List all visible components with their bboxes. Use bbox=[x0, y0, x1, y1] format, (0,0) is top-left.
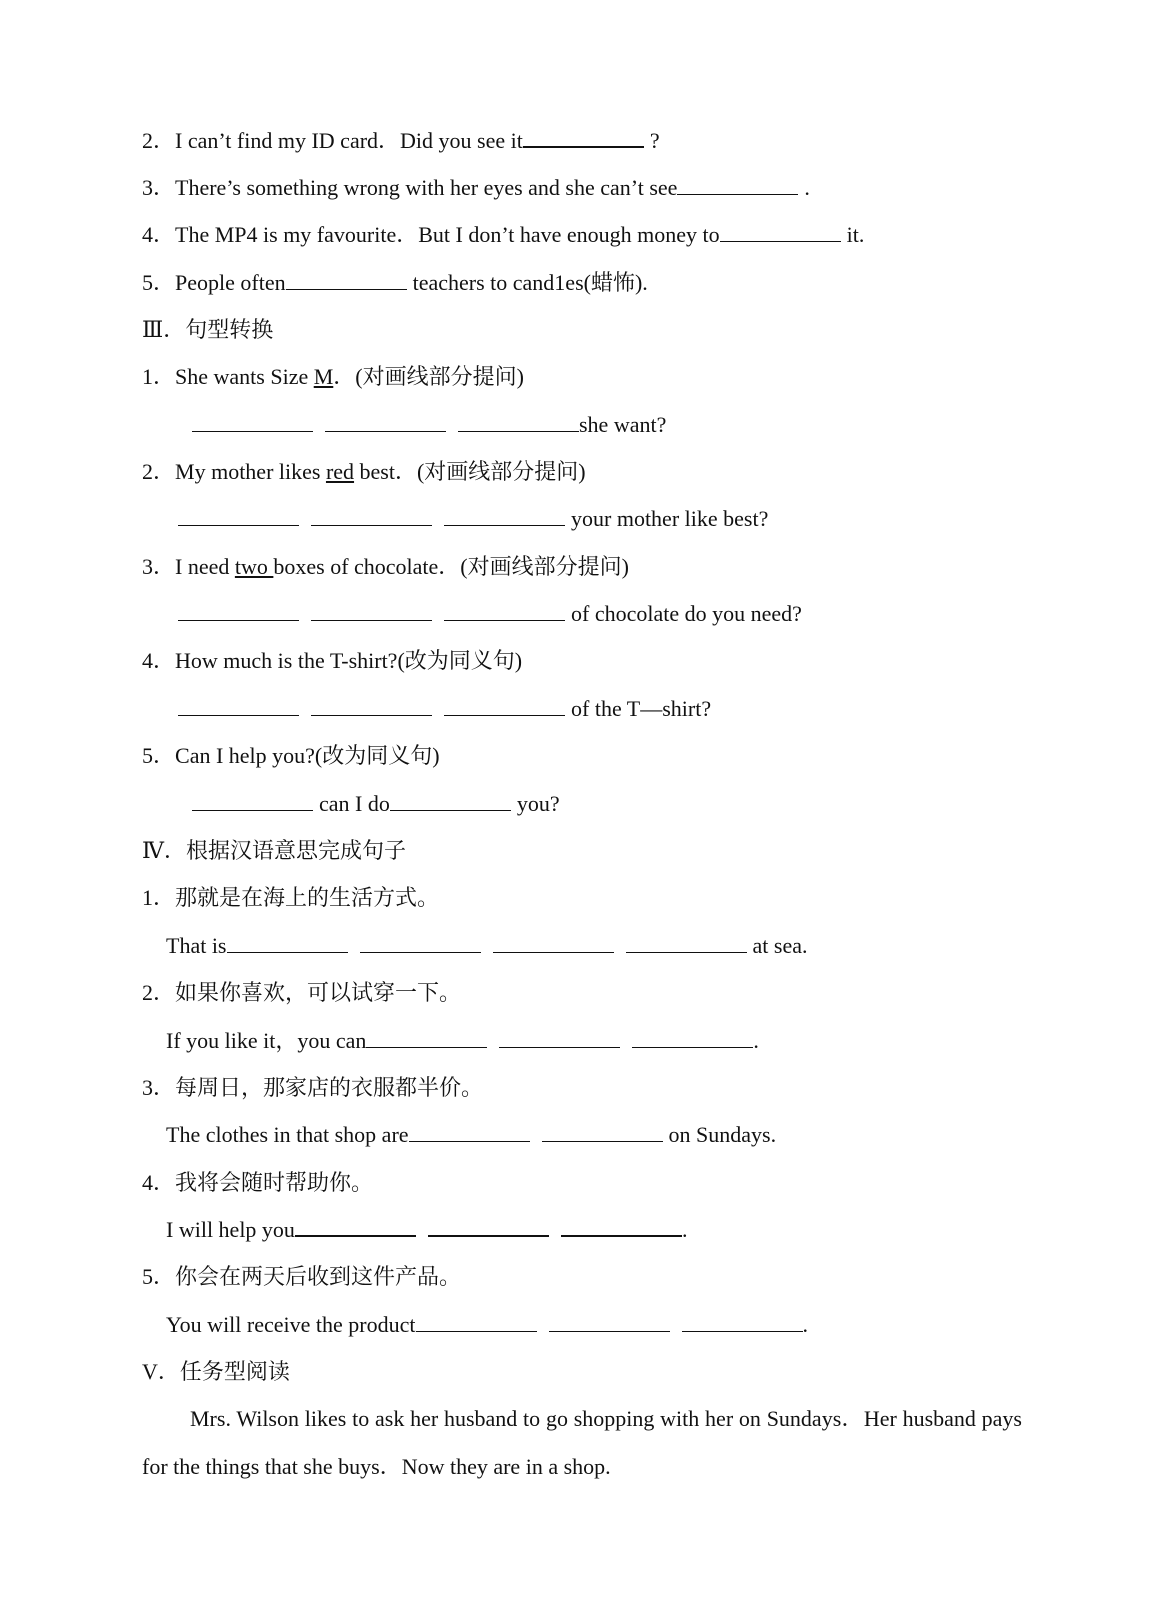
answer-blank[interactable] bbox=[311, 600, 432, 621]
s2-item-5: 5．People often teachers to cand1es(蜡怖). bbox=[142, 270, 648, 295]
answer-blank[interactable] bbox=[428, 1215, 549, 1237]
underlined-part: two bbox=[234, 554, 274, 579]
answer-blank[interactable] bbox=[444, 695, 565, 716]
answer-blank[interactable] bbox=[192, 411, 313, 432]
answer-blank[interactable] bbox=[416, 1311, 537, 1332]
answer-blank[interactable] bbox=[295, 1215, 416, 1237]
answer-blank[interactable] bbox=[409, 1121, 530, 1142]
s3-item-3: 3．I need two boxes of chocolate．(对画线部分提问) bbox=[142, 554, 629, 579]
section-heading-3: Ⅲ．句型转换 bbox=[142, 317, 274, 342]
answer-blank[interactable] bbox=[178, 600, 299, 621]
s4-answer-1: That is at sea. bbox=[166, 933, 808, 958]
s3-answer-4: of the T—shirt? bbox=[178, 694, 711, 724]
answer-blank[interactable] bbox=[493, 932, 614, 953]
s4-answer-5: You will receive the product . bbox=[166, 1312, 808, 1337]
answer-blank[interactable] bbox=[360, 932, 481, 953]
reading-passage: Mrs. Wilson likes to ask her husband to go shopping with her on Sundays．Her husband pays for the things that she buys．Now they are in a shop. bbox=[142, 1406, 1022, 1479]
answer-blank[interactable] bbox=[626, 932, 747, 953]
answer-blank[interactable] bbox=[458, 411, 579, 432]
s2-item-4: 4．The MP4 is my favourite．But I don’t have enough money to it. bbox=[142, 222, 865, 247]
s3-item-4: 4．How much is the T-shirt?(改为同义句) bbox=[142, 648, 523, 673]
s4-item-2: 2．如果你喜欢，可以试穿一下。 bbox=[142, 980, 462, 1005]
s4-item-3: 3．每周日，那家店的衣服都半价。 bbox=[142, 1075, 484, 1100]
answer-blank[interactable] bbox=[192, 790, 313, 811]
answer-blank[interactable] bbox=[444, 600, 565, 621]
s3-item-2: 2．My mother likes red best．(对画线部分提问) bbox=[142, 459, 586, 484]
answer-blank[interactable] bbox=[311, 505, 432, 526]
underlined-part: M bbox=[313, 364, 334, 389]
answer-blank[interactable] bbox=[549, 1311, 670, 1332]
s4-item-4: 4．我将会随时帮助你。 bbox=[142, 1170, 374, 1195]
s3-answer-3: of chocolate do you need? bbox=[178, 599, 802, 629]
underlined-part: red bbox=[325, 459, 355, 484]
answer-blank[interactable] bbox=[286, 269, 407, 290]
answer-blank[interactable] bbox=[677, 174, 798, 195]
section-heading-4: Ⅳ．根据汉语意思完成句子 bbox=[142, 838, 406, 863]
answer-blank[interactable] bbox=[444, 505, 565, 526]
s4-item-1: 1．那就是在海上的生活方式。 bbox=[142, 885, 440, 910]
s4-answer-4: I will help you . bbox=[166, 1217, 688, 1242]
answer-blank[interactable] bbox=[561, 1215, 682, 1237]
s3-answer-1: she want? bbox=[192, 410, 666, 440]
s4-answer-2: If you like it，you can . bbox=[166, 1028, 759, 1053]
s2-item-2: 2．I can’t find my ID card．Did you see it ? bbox=[142, 128, 660, 153]
answer-blank[interactable] bbox=[632, 1027, 753, 1048]
answer-blank[interactable] bbox=[682, 1311, 803, 1332]
s3-answer-2: your mother like best? bbox=[178, 504, 768, 534]
s3-item-1: 1．She wants Size M．(对画线部分提问) bbox=[142, 364, 524, 389]
s3-answer-5: can I do you? bbox=[192, 789, 560, 819]
answer-blank[interactable] bbox=[366, 1027, 487, 1048]
s3-item-5: 5．Can I help you?(改为同义句) bbox=[142, 743, 440, 768]
s4-item-5: 5．你会在两天后收到这件产品。 bbox=[142, 1264, 462, 1289]
answer-blank[interactable] bbox=[178, 505, 299, 526]
answer-blank[interactable] bbox=[542, 1121, 663, 1142]
answer-blank[interactable] bbox=[720, 221, 841, 242]
s4-answer-3: The clothes in that shop are on Sundays. bbox=[166, 1122, 777, 1147]
answer-blank[interactable] bbox=[523, 126, 644, 148]
answer-blank[interactable] bbox=[390, 790, 511, 811]
answer-blank[interactable] bbox=[227, 932, 348, 953]
answer-blank[interactable] bbox=[311, 695, 432, 716]
answer-blank[interactable] bbox=[178, 695, 299, 716]
answer-blank[interactable] bbox=[499, 1027, 620, 1048]
s2-item-3: 3．There’s something wrong with her eyes and she can’t see . bbox=[142, 175, 810, 200]
section-heading-5: V．任务型阅读 bbox=[142, 1359, 290, 1384]
answer-blank[interactable] bbox=[325, 411, 446, 432]
